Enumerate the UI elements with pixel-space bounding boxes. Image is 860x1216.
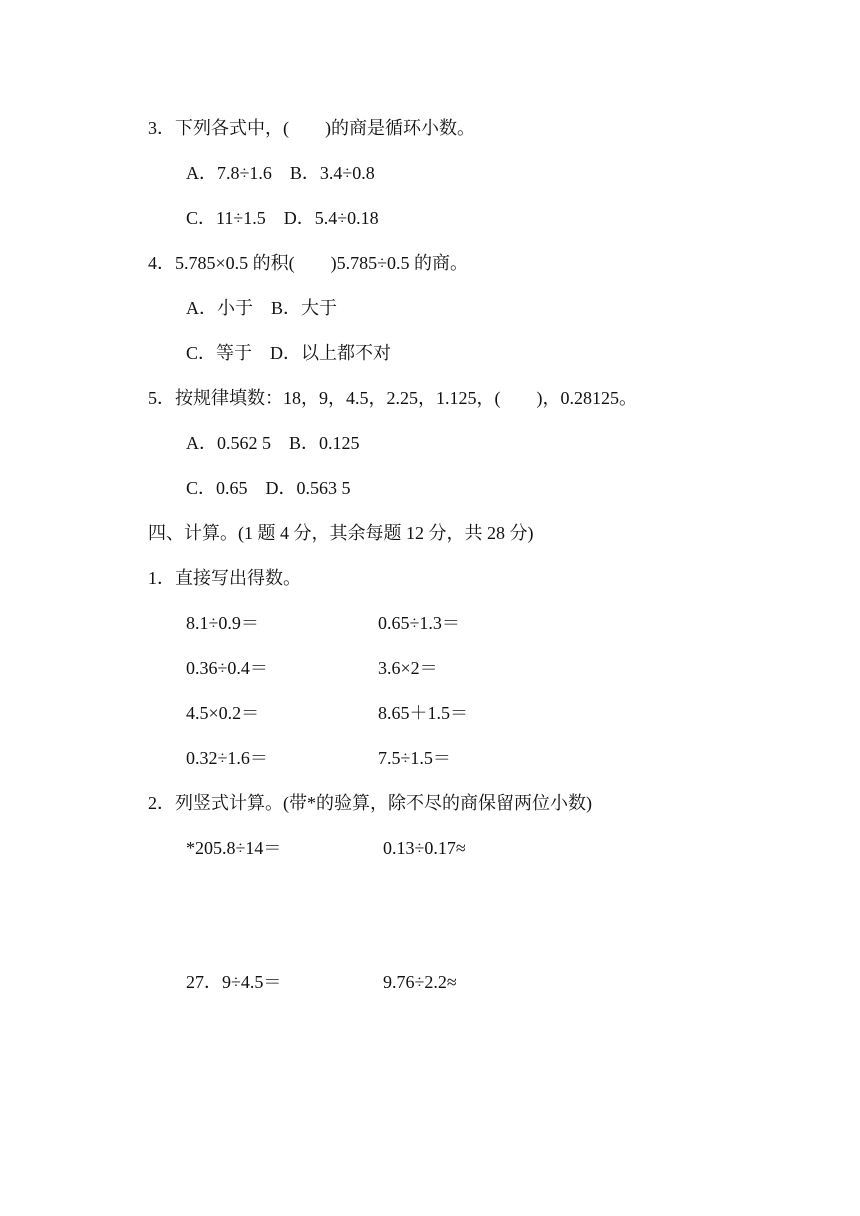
calc-item: 4.5×0.2＝ <box>186 703 260 723</box>
calc-item: 8.1÷0.9＝ <box>186 613 259 633</box>
question-4-options-ab: A．小于 B．大于 <box>186 298 338 318</box>
vertical-calc-item: 27．9÷4.5＝ <box>186 972 282 992</box>
section-4-title: 四、计算。(1 题 4 分，其余每题 12 分，共 28 分) <box>148 523 534 543</box>
question-3-options-ab: A．7.8÷1.6 B．3.4÷0.8 <box>186 163 375 183</box>
calc-item: 7.5÷1.5＝ <box>378 748 451 768</box>
question-3-stem: 3．下列各式中，( )的商是循环小数。 <box>148 118 475 138</box>
question-3-options-cd: C．11÷1.5 D．5.4÷0.18 <box>186 208 379 228</box>
question-5-options-cd: C．0.65 D．0.563 5 <box>186 478 351 498</box>
calc-item: 0.32÷1.6＝ <box>186 748 268 768</box>
calc-item: 3.6×2＝ <box>378 658 438 678</box>
question-5-options-ab: A．0.562 5 B．0.125 <box>186 433 360 453</box>
vertical-calc-item: 0.13÷0.17≈ <box>383 838 466 858</box>
vertical-calc-item: *205.8÷14＝ <box>186 838 282 858</box>
question-5-stem: 5．按规律填数：18，9，4.5，2.25，1.125，( )，0.28125。 <box>148 388 637 408</box>
calc-item: 8.65＋1.5＝ <box>378 703 468 723</box>
question-4-stem: 4．5.785×0.5 的积( )5.785÷0.5 的商。 <box>148 253 469 273</box>
vertical-calc-item: 9.76÷2.2≈ <box>383 972 457 992</box>
problem-1-stem: 1．直接写出得数。 <box>148 568 301 588</box>
problem-2-stem: 2．列竖式计算。(带*的验算，除不尽的商保留两位小数) <box>148 793 592 813</box>
calc-item: 0.65÷1.3＝ <box>378 613 460 633</box>
calc-item: 0.36÷0.4＝ <box>186 658 268 678</box>
question-4-options-cd: C．等于 D．以上都不对 <box>186 343 392 363</box>
